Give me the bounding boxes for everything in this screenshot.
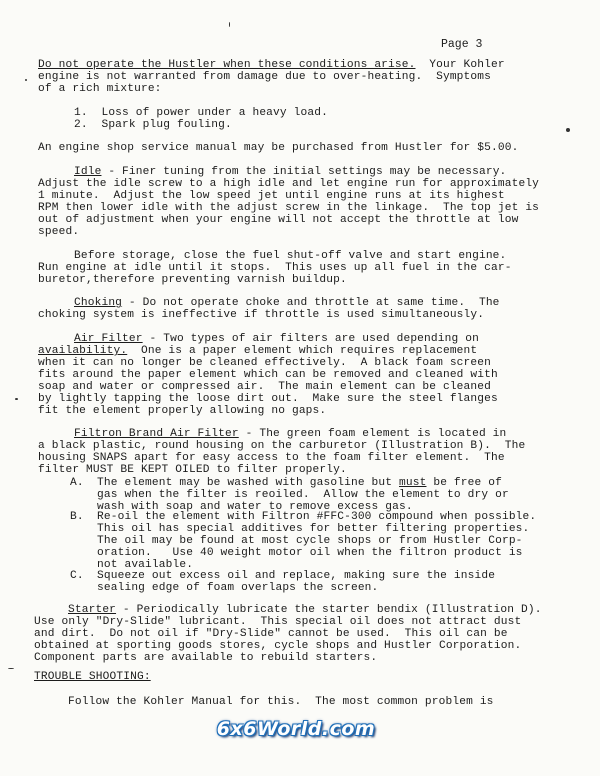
scan-speck <box>8 668 14 669</box>
choking-line-1 <box>74 297 500 309</box>
site-watermark: 6x6World.com <box>216 718 376 740</box>
filtron-item-a-line: gas when the filter is reoiled. Allow the element to dry or <box>97 489 509 501</box>
starter-title: Starter <box>68 604 117 616</box>
warning-item-1: 1. Loss of power under a heavy load. <box>74 107 328 119</box>
filtron-item-label: C. <box>70 570 84 582</box>
storage-line: buretor,therefore preventing varnish buildup. <box>38 274 347 286</box>
air-filter-line: when it can no longer be cleaned effectively. A black foam screen <box>38 357 491 369</box>
filtron-item-label: B. <box>70 511 84 523</box>
filtron-item-b-line: This oil has special additives for better filtering properties. <box>97 523 530 535</box>
storage-line: Before storage, close the fuel shut-off valve and start engine. <box>74 250 507 262</box>
air-filter-title: Air Filter <box>74 333 143 345</box>
filtron-line-1-tail: - The green foam element is located in <box>238 428 507 440</box>
air-filter-line-1-tail: - Two types of air filters are used depending on <box>142 333 479 345</box>
filtron-item-b-line: not available. <box>97 559 194 571</box>
idle-line: Adjust the idle screw to a high idle and let engine run for approximately <box>38 178 540 190</box>
scan-speck <box>15 398 18 400</box>
air-filter-availability: availability. <box>38 345 128 357</box>
filtron-line: filter MUST BE KEPT OILED to filter properly. <box>38 464 347 476</box>
filtron-item-a-line-1 <box>97 477 502 489</box>
warning-line-3: of a rich mixture: <box>38 83 162 95</box>
warning-line-1 <box>38 59 505 71</box>
choking-line-2: choking system is ineffective if throttle is used simultaneously. <box>38 309 485 321</box>
page-number: Page 3 <box>441 38 483 51</box>
idle-line-1-tail: - Finer tuning from the initial settings may be necessary. <box>101 166 507 178</box>
idle-line: RPM then lower idle with the adjust screw in the linkage. The top jet is <box>38 202 540 214</box>
filtron-item-a-line: wash with soap and water to remove excess gas. <box>97 501 413 513</box>
filtron-item-c-line: Squeeze out excess oil and replace, making sure the inside <box>97 570 496 582</box>
warning-item-2: 2. Spark plug fouling. <box>74 119 232 131</box>
filtron-line: housing SNAPS apart for easy access to the foam filter element. The <box>38 452 505 464</box>
air-filter-line-1 <box>74 333 479 345</box>
filtron-item-b-line: The oil may be found at most cycle shops or from Hustler Corp- <box>97 535 523 547</box>
air-filter-line: fits around the paper element which can be removed and cleaned with <box>38 369 498 381</box>
idle-line: out of adjustment when your engine will not accept the throttle at low <box>38 214 519 226</box>
idle-line: speed. <box>38 226 80 238</box>
choking-title: Choking <box>74 297 123 309</box>
scan-speck <box>566 128 570 132</box>
filtron-line-1 <box>74 428 506 440</box>
starter-line-1 <box>68 604 542 616</box>
scan-speck <box>229 22 230 27</box>
filtron-item-a-emphasis: must <box>399 477 427 489</box>
scan-speck <box>25 79 27 81</box>
filtron-item-b-line: Re-oil the element with Filtron #FFC-300 compound when possible. <box>97 511 537 523</box>
filtron-item-a-text: be free of <box>426 477 502 489</box>
filtron-item-c-line: sealing edge of foam overlaps the screen. <box>97 582 379 594</box>
choking-line-1-tail: - Do not operate choke and throttle at same time. The <box>122 297 500 309</box>
filtron-title: Filtron Brand Air Filter <box>74 428 239 440</box>
filtron-line: a black plastic, round housing on the carburetor (Illustration B). The <box>38 440 526 452</box>
air-filter-line-2-tail: One is a paper element which requires replacement <box>127 345 478 357</box>
starter-line-1-tail: - Periodically lubricate the starter bendix (Illustration D). <box>116 604 542 616</box>
starter-line: Component parts are available to rebuild starters. <box>34 652 378 664</box>
air-filter-line: by lightly tapping the loose dirt out. Make sure the steel flanges <box>38 393 498 405</box>
idle-line: 1 minute. Adjust the low speed jet until engine runs at its highest <box>38 190 505 202</box>
manual-note: An engine shop service manual may be purchased from Hustler for $5.00. <box>38 142 519 154</box>
trouble-heading: TROUBLE SHOOTING: <box>34 671 151 683</box>
starter-line: Use only "Dry-Slide" lubricant. This special oil does not attract dust <box>34 616 522 628</box>
warning-line-1-tail: Your Kohler <box>415 59 505 71</box>
idle-line-1 <box>74 166 506 178</box>
warning-heading: Do not operate the Hustler when these conditions arise. <box>38 59 416 71</box>
idle-title: Idle <box>74 166 102 178</box>
starter-line: and dirt. Do not oil if "Dry-Slide" cannot be used. This oil can be <box>34 628 508 640</box>
air-filter-line: fit the element properly allowing no gaps. <box>38 405 327 417</box>
air-filter-line-2 <box>38 345 477 357</box>
trouble-line: Follow the Kohler Manual for this. The most common problem is <box>68 696 494 708</box>
filtron-item-b-line: oration. Use 40 weight motor oil when the filtron product is <box>97 547 523 559</box>
storage-line: Run engine at idle until it stops. This uses up all fuel in the car- <box>38 262 512 274</box>
starter-line: obtained at sporting goods stores, cycle shops and Hustler Corporation. <box>34 640 522 652</box>
filtron-item-label: A. <box>70 477 84 489</box>
air-filter-line: soap and water or compressed air. The main element can be cleaned <box>38 381 491 393</box>
warning-line-2: engine is not warranted from damage due to over-heating. Symptoms <box>38 71 491 83</box>
filtron-item-a-text: The element may be washed with gasoline but <box>97 477 399 489</box>
